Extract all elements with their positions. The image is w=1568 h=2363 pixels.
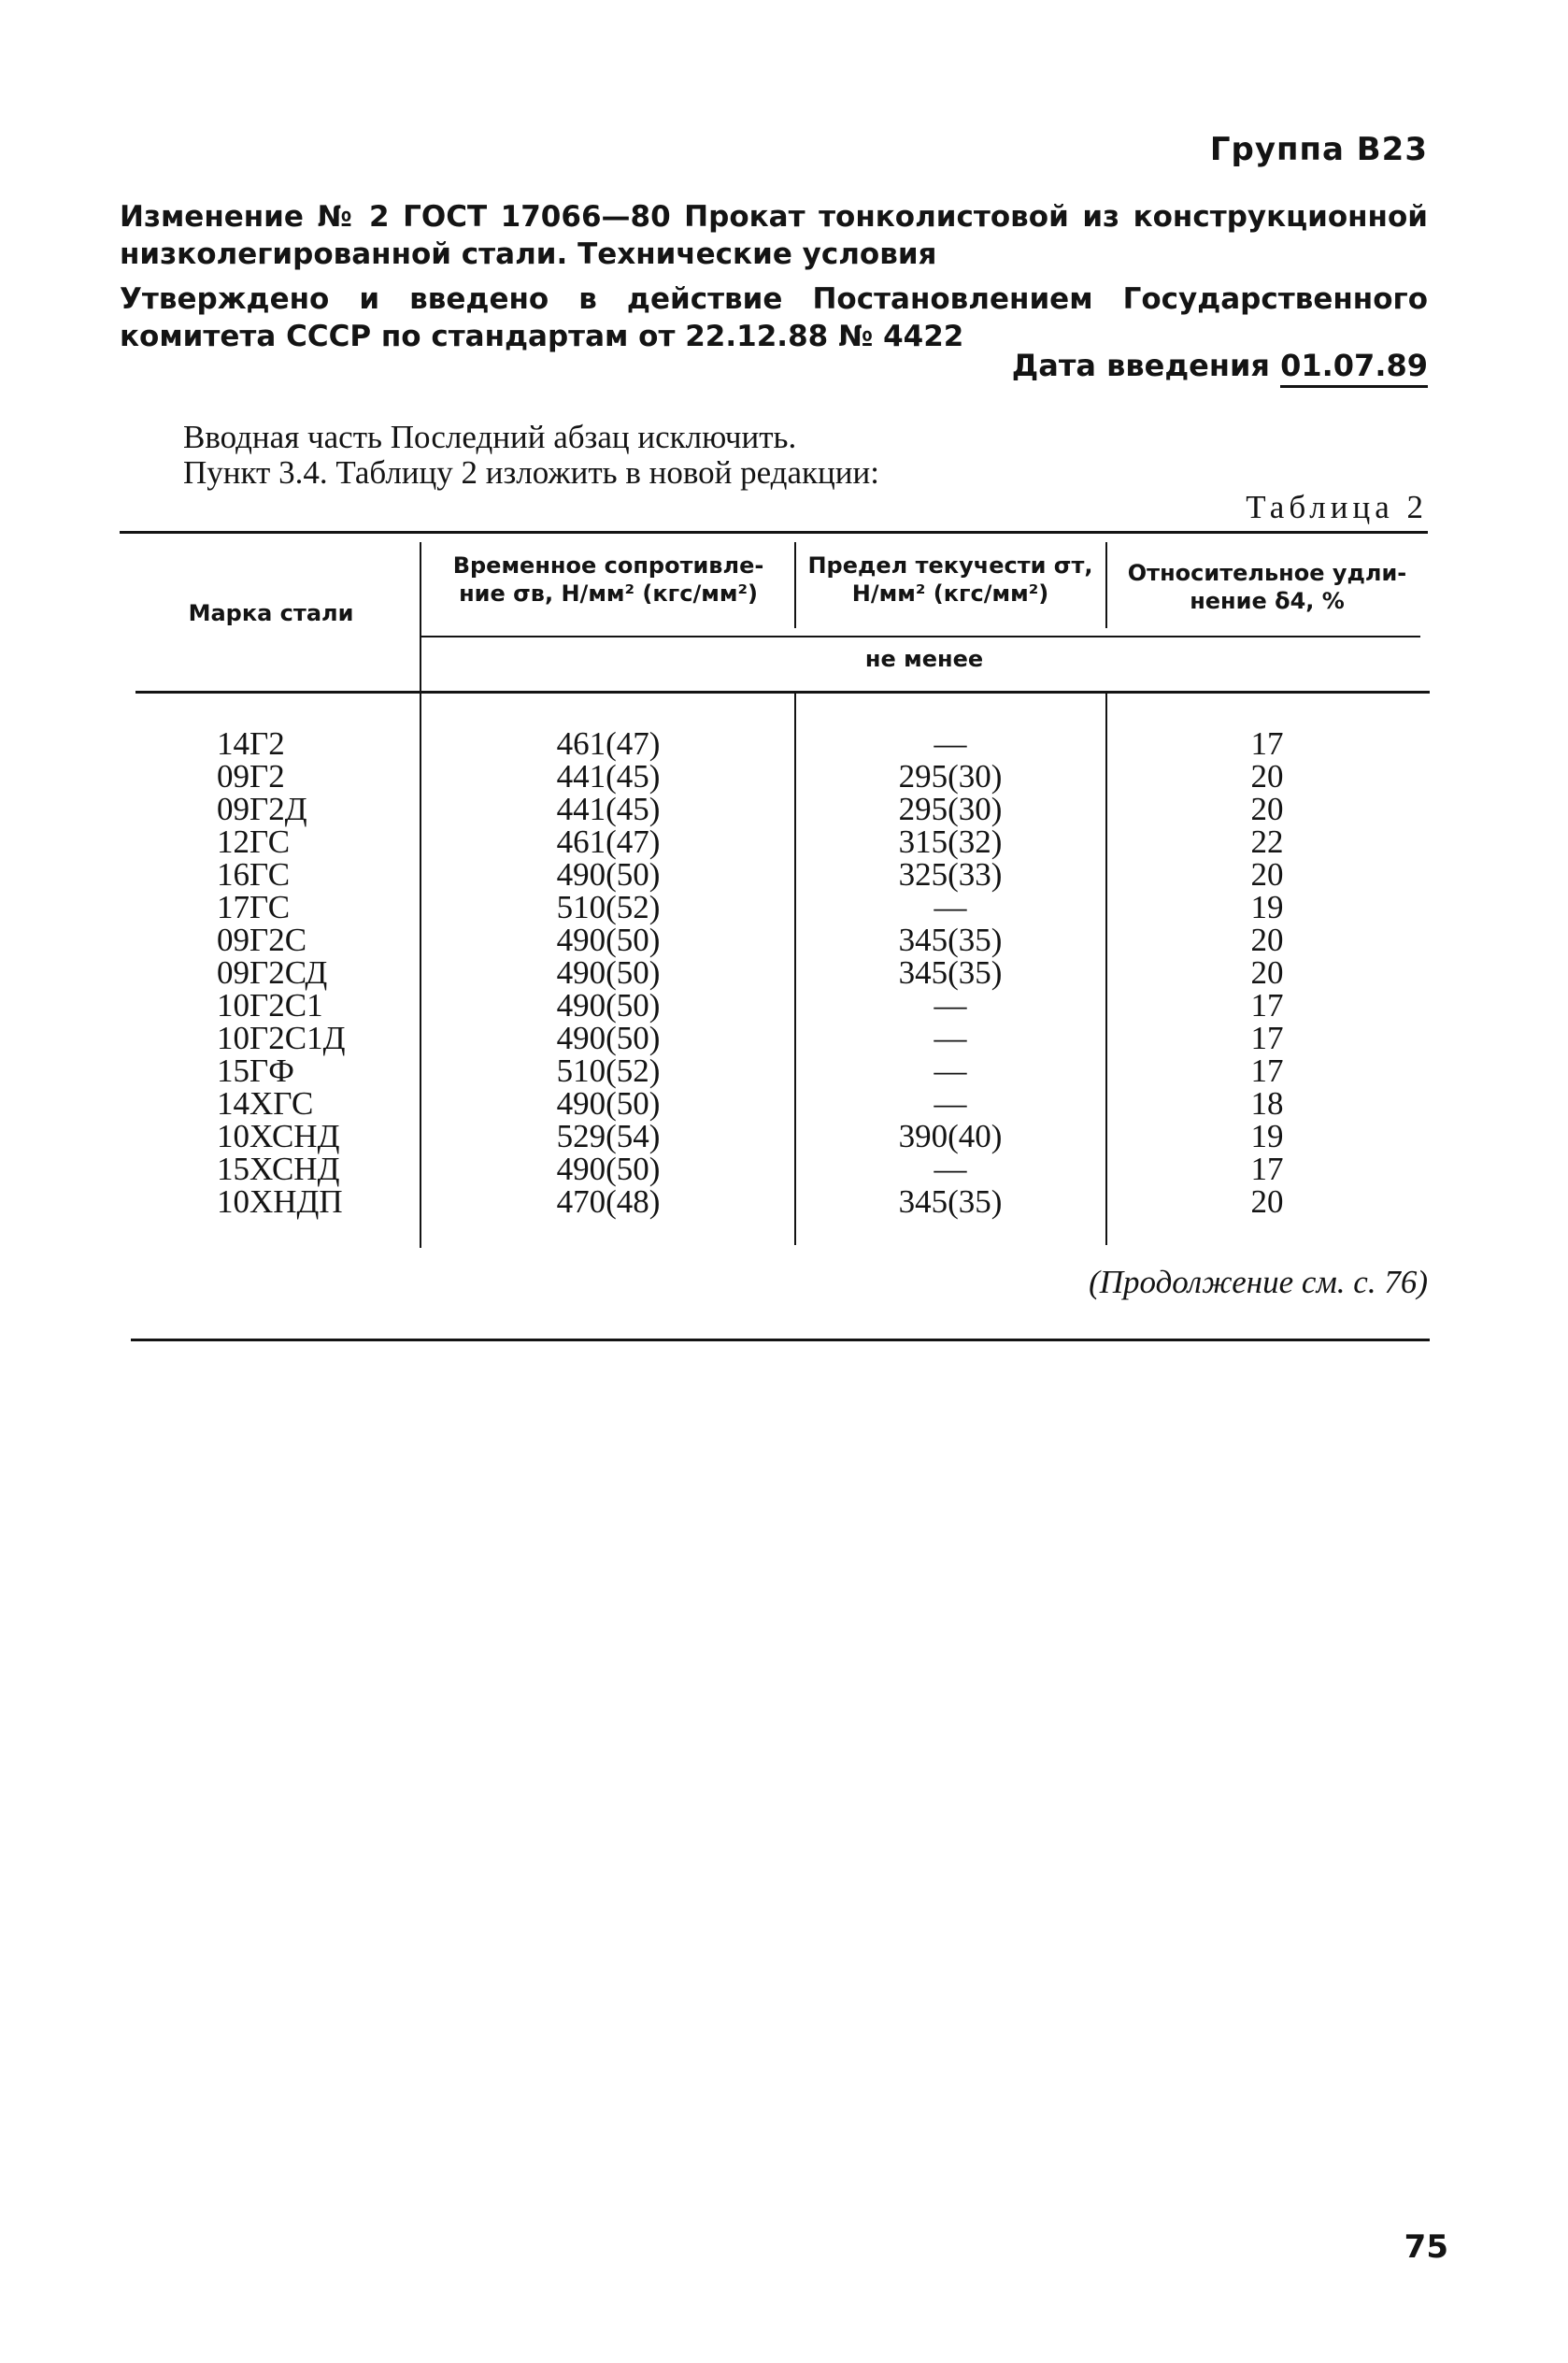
table-column-rule-2 xyxy=(794,694,796,1245)
cell-yield-strength: 345(35) xyxy=(898,922,1003,958)
cell-yield-strength: — xyxy=(934,1085,967,1122)
cell-yield-strength: 295(30) xyxy=(898,758,1003,795)
cell-elongation: 20 xyxy=(1250,856,1284,893)
cell-steel-grade: 10Г2С1Д xyxy=(217,1020,346,1056)
header-tensile-line-1: Временное сопротивле- xyxy=(452,552,764,579)
table-caption: Таблица 2 xyxy=(1246,489,1428,525)
cell-yield-strength: — xyxy=(934,1053,967,1089)
cell-yield-strength: 390(40) xyxy=(898,1118,1003,1154)
header-minimum-note: не менее xyxy=(864,646,984,672)
cell-elongation: 19 xyxy=(1250,889,1284,925)
cell-steel-grade: 09Г2 xyxy=(217,758,285,795)
cell-elongation: 17 xyxy=(1250,1053,1284,1089)
cell-elongation: 17 xyxy=(1250,725,1284,762)
table-column-rule-2-header xyxy=(794,542,796,628)
cell-yield-strength: — xyxy=(934,1020,967,1056)
approval-statement: Утверждено и введено в действие Постановлением Государственного комитета СССР по стандартам от 22.12.88 № 4422 xyxy=(120,282,1428,353)
cell-tensile-strength: 490(50) xyxy=(556,987,661,1024)
cell-elongation: 17 xyxy=(1250,1020,1284,1056)
cell-yield-strength: — xyxy=(934,987,967,1024)
table-column-rule-1 xyxy=(420,542,421,1248)
page-bottom-rule xyxy=(131,1339,1430,1341)
paragraph-clause-3-4: Пункт 3.4. Таблицу 2 изложить в новой редакции: xyxy=(183,454,879,491)
cell-elongation: 18 xyxy=(1250,1085,1284,1122)
cell-yield-strength: 315(32) xyxy=(898,823,1003,860)
cell-yield-strength: 345(35) xyxy=(898,1183,1003,1220)
cell-tensile-strength: 490(50) xyxy=(556,856,661,893)
table-column-rule-3-header xyxy=(1105,542,1107,628)
group-label: Группа В23 xyxy=(1209,131,1428,168)
cell-elongation: 20 xyxy=(1250,954,1284,991)
cell-steel-grade: 12ГС xyxy=(217,823,291,860)
cell-tensile-strength: 510(52) xyxy=(556,889,661,925)
cell-steel-grade: 10Г2С1 xyxy=(217,987,323,1024)
table-top-rule xyxy=(120,531,1428,534)
cell-steel-grade: 15ХСНД xyxy=(217,1151,340,1187)
introduction-date-value: 01.07.89 xyxy=(1280,348,1428,388)
cell-yield-strength: 325(33) xyxy=(898,856,1003,893)
cell-steel-grade: 09Г2Д xyxy=(217,791,307,827)
column-yield-strength xyxy=(800,727,1101,1218)
cell-steel-grade: 14Г2 xyxy=(217,725,285,762)
header-tensile-strength xyxy=(426,551,791,608)
cell-elongation: 17 xyxy=(1250,987,1284,1024)
header-elongation-line-1: Относительное удли- xyxy=(1127,560,1407,586)
cell-tensile-strength: 490(50) xyxy=(556,954,661,991)
cell-yield-strength: — xyxy=(934,1151,967,1187)
column-elongation xyxy=(1112,727,1422,1218)
header-elongation xyxy=(1112,559,1422,615)
cell-steel-grade: 09Г2СД xyxy=(217,954,328,991)
cell-steel-grade: 16ГС xyxy=(217,856,291,893)
cell-tensile-strength: 490(50) xyxy=(556,1020,661,1056)
header-yield-strength xyxy=(800,551,1101,608)
header-tensile-line-2: ние σв, Н/мм² (кгс/мм²) xyxy=(459,580,758,607)
cell-elongation: 19 xyxy=(1250,1118,1284,1154)
cell-steel-grade: 14ХГС xyxy=(217,1085,314,1122)
cell-yield-strength: — xyxy=(934,725,967,762)
cell-yield-strength: 295(30) xyxy=(898,791,1003,827)
cell-steel-grade: 15ГФ xyxy=(217,1053,294,1089)
cell-tensile-strength: 510(52) xyxy=(556,1053,661,1089)
header-elongation-line-2: нение δ4, % xyxy=(1190,588,1345,614)
cell-yield-strength: — xyxy=(934,889,967,925)
cell-tensile-strength: 441(45) xyxy=(556,758,661,795)
introduction-date xyxy=(1012,348,1428,388)
cell-elongation: 20 xyxy=(1250,1183,1284,1220)
column-tensile-strength xyxy=(426,727,791,1218)
cell-elongation: 20 xyxy=(1250,922,1284,958)
cell-tensile-strength: 490(50) xyxy=(556,922,661,958)
introduction-date-label: Дата введения xyxy=(1011,348,1270,383)
cell-steel-grade: 10ХНДП xyxy=(217,1183,343,1220)
cell-tensile-strength: 461(47) xyxy=(556,823,661,860)
column-steel-grade xyxy=(217,727,404,1218)
cell-elongation: 17 xyxy=(1250,1151,1284,1187)
cell-tensile-strength: 490(50) xyxy=(556,1085,661,1122)
paragraph-intro-part: Вводная часть Последний абзац исключить. xyxy=(183,419,797,455)
cell-tensile-strength: 441(45) xyxy=(556,791,661,827)
cell-tensile-strength: 490(50) xyxy=(556,1151,661,1187)
header-yield-line-2: Н/мм² (кгс/мм²) xyxy=(851,580,1049,607)
cell-steel-grade: 17ГС xyxy=(217,889,291,925)
cell-yield-strength: 345(35) xyxy=(898,954,1003,991)
cell-elongation: 20 xyxy=(1250,758,1284,795)
header-yield-line-1: Предел текучести σт, xyxy=(807,552,1093,579)
table-header-inner-rule xyxy=(421,636,1420,637)
cell-elongation: 22 xyxy=(1250,823,1284,860)
change-title: Изменение № 2 ГОСТ 17066—80 Прокат тонколистовой из конструкционной низколегированной стали. Технические условия xyxy=(120,200,1428,271)
cell-tensile-strength: 470(48) xyxy=(556,1183,661,1220)
cell-steel-grade: 10ХСНД xyxy=(217,1118,340,1154)
cell-steel-grade: 09Г2С xyxy=(217,922,307,958)
page-number: 75 xyxy=(1404,2228,1448,2266)
cell-tensile-strength: 461(47) xyxy=(556,725,661,762)
cell-tensile-strength: 529(54) xyxy=(556,1118,661,1154)
continuation-note: (Продолжение см. с. 76) xyxy=(1089,1264,1428,1300)
header-steel-grade: Марка стали xyxy=(188,600,354,626)
table-header-bottom-rule xyxy=(135,691,1430,694)
table-column-rule-3 xyxy=(1105,694,1107,1245)
cell-elongation: 20 xyxy=(1250,791,1284,827)
